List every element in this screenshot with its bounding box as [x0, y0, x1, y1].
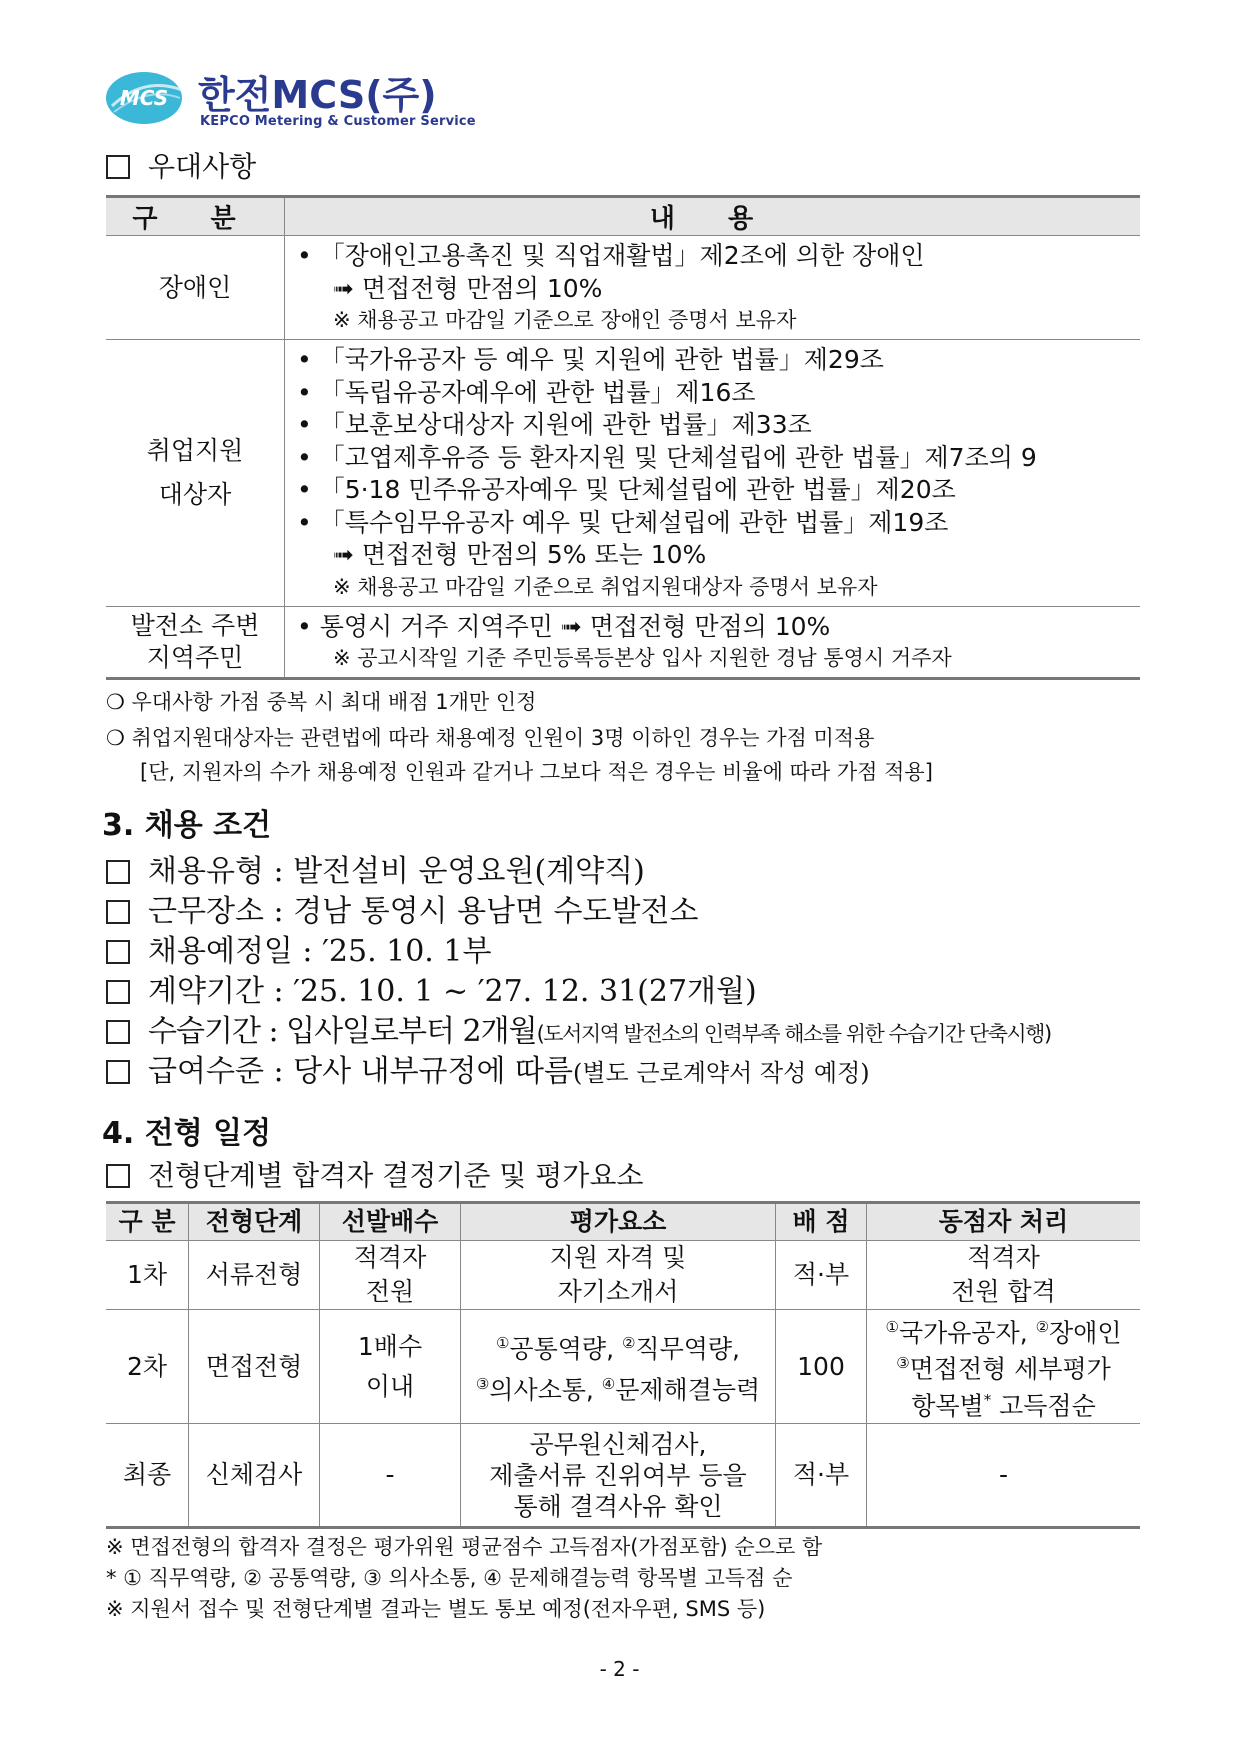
cell-division: 2차 [106, 1310, 189, 1424]
cell-score: 적·부 [776, 1424, 867, 1528]
selection-note: ※ 면접전형의 합격자 결정은 평가위원 평균점수 고득점자(가점포함) 순으로 함 [106, 1535, 823, 1559]
checkbox-square-icon [106, 155, 130, 179]
header-category: 구 분 [106, 197, 285, 236]
cell-line: 이내 [365, 1371, 415, 1401]
preference-heading [106, 145, 256, 185]
circled-number: ③ [896, 1354, 910, 1373]
benefit-line: ➟ 면접전형 만점의 5% 또는 10% [333, 540, 707, 569]
selection-note: * ① 직무역량, ② 공통역량, ③ 의사소통, ④ 문제해결능력 항목별 고득점 순 [106, 1566, 793, 1590]
factor-text: 문제해결능력 [615, 1374, 761, 1404]
cell-score: 적·부 [776, 1241, 867, 1310]
circled-number: ① [496, 1334, 510, 1353]
benefit-line: ➟ 면접전형 만점의 10% [333, 273, 603, 303]
cell-score: 100 [776, 1310, 867, 1424]
cell-line [867, 1385, 1140, 1421]
table-row [106, 236, 1140, 340]
table-row [106, 340, 1140, 607]
cell-line: 1배수 [357, 1331, 423, 1361]
law-line: • 「독립유공자예우에 관한 법률」제16조 [297, 377, 756, 407]
condition-subtext: (별도 근로계약서 작성 예정) [573, 1059, 870, 1087]
cell-stage: 면접전형 [189, 1310, 320, 1424]
cell-line: 전원 [365, 1277, 415, 1306]
table-row [106, 1424, 1140, 1528]
law-line: • 「장애인고용촉진 및 직업재활법」제2조에 의한 장애인 [297, 241, 925, 270]
cell-ratio [320, 1241, 461, 1310]
condition-text: 수습기간 : 입사일로부터 2개월 [148, 1014, 537, 1049]
header-score: 배 점 [776, 1203, 867, 1241]
circled-number: ① [885, 1318, 899, 1336]
category-line: 취업지원 [146, 435, 244, 465]
cell-line: 자기소개서 [557, 1277, 679, 1306]
tie-text: 고득점순 [991, 1390, 1096, 1420]
cell-line: 지원 자격 및 [549, 1243, 687, 1272]
checkbox-square-icon [106, 900, 130, 924]
factor-text: 직무역량, [635, 1334, 740, 1364]
condition-text: 계약기간 : ′25. 10. 1 ~ ′27. 12. 31(27개월) [148, 974, 757, 1009]
category-line: 발전소 주변 [130, 610, 260, 640]
requirement-note: ※ 채용공고 마감일 기준으로 장애인 증명서 보유자 [333, 308, 797, 332]
benefit-line: • 통영시 거주 지역주민 ➟ 면접전형 만점의 10% [297, 611, 831, 641]
cell-stage: 신체검사 [189, 1424, 320, 1528]
row-content [285, 236, 1141, 340]
table-row [106, 1310, 1140, 1424]
requirement-note: ※ 공고시작일 기준 주민등록등본상 입사 지원한 경남 통영시 거주자 [333, 646, 952, 670]
factor-text: 공통역량, [509, 1334, 622, 1364]
tie-text: 국가유공자, [898, 1318, 1036, 1348]
condition-item [106, 966, 757, 1010]
header-content: 내 용 [285, 197, 1141, 236]
condition-text: 채용유형 : 발전설비 운영요원(계약직) [148, 854, 645, 889]
preference-note: [단, 지원자의 수가 채용예정 인원과 같거나 그보다 적은 경우는 비율에 따라 가점 적용] [140, 760, 933, 784]
factor-text: 의사소통, [489, 1374, 602, 1404]
row-content [285, 340, 1141, 607]
checkbox-square-icon [106, 1060, 130, 1084]
cell-tie [867, 1241, 1141, 1310]
cell-line: 적격자 [353, 1243, 427, 1272]
checkbox-square-icon [106, 940, 130, 964]
requirement-note: ※ 채용공고 마감일 기준으로 취업지원대상자 증명서 보유자 [333, 574, 878, 599]
cell-line: 통해 결격사유 확인 [513, 1491, 723, 1521]
law-line: • 「보훈보상대상자 지원에 관한 법률」제33조 [297, 410, 812, 439]
preference-table [106, 195, 1140, 680]
condition-item [106, 886, 698, 930]
table-row [106, 1241, 1140, 1310]
law-line: • 「국가유공자 등 예우 및 지원에 관한 법률」제29조 [297, 345, 884, 374]
law-line: • 「고엽제후유증 등 환자지원 및 단체설립에 관한 법률」제7조의 9 [297, 442, 1037, 472]
cell-factors [461, 1424, 776, 1528]
condition-subtext: (도서지역 발전소의 인력부족 해소를 위한 수습기간 단축시행) [536, 1022, 1051, 1046]
circled-number: ② [621, 1334, 636, 1353]
condition-text: 근무장소 : 경남 통영시 용남면 수도발전소 [148, 894, 699, 929]
preference-note: ❍ 우대사항 가점 중복 시 최대 배점 1개만 인정 [106, 690, 537, 714]
cell-line [867, 1348, 1140, 1384]
header-division: 구 분 [106, 1203, 189, 1241]
selection-note: ※ 지원서 접수 및 전형단계별 결과는 별도 통보 예정(전자우편, SMS 등) [106, 1597, 766, 1621]
logo-subtitle: KEPCO Metering & Customer Service [200, 114, 476, 129]
circled-number: ④ [601, 1374, 616, 1393]
category-line: 대상자 [158, 479, 232, 509]
header-tie: 동점자 처리 [867, 1203, 1141, 1241]
cell-tie [867, 1310, 1141, 1424]
preference-heading-text: 우대사항 [148, 150, 257, 183]
section-3-title: 3. 채용 조건 [102, 808, 272, 843]
tie-text: 면접전형 세부평가 [909, 1354, 1111, 1384]
circled-number: ③ [475, 1374, 490, 1393]
table-header-row [106, 197, 1140, 236]
tie-text: 항목별 [911, 1390, 984, 1420]
cell-stage: 서류전형 [189, 1241, 320, 1310]
logo-title: 한전MCS(주) [198, 73, 437, 117]
circled-number: ② [1035, 1318, 1050, 1336]
asterisk-mark: * [983, 1390, 992, 1409]
cell-line: 적격자 [967, 1243, 1040, 1272]
condition-item [106, 1006, 1051, 1050]
page-number: - 2 - [599, 1657, 640, 1681]
table-row [106, 606, 1140, 679]
cell-division: 최종 [106, 1424, 189, 1528]
law-line: • 「5·18 민주유공자예우 및 단체설립에 관한 법률」제20조 [297, 475, 956, 504]
cell-division: 1차 [106, 1241, 189, 1310]
cell-line [461, 1367, 775, 1407]
cell-line [867, 1312, 1140, 1348]
cell-line: 제출서류 진위여부 등을 [489, 1460, 747, 1490]
checkbox-square-icon [106, 980, 130, 1004]
table-header-row [106, 1203, 1140, 1241]
header-factors: 평가요소 [461, 1203, 776, 1241]
row-category [106, 606, 285, 679]
cell-line: 전원 합격 [951, 1277, 1056, 1306]
cell-tie: - [867, 1424, 1141, 1528]
company-logo [104, 64, 476, 134]
cell-line: 공무원신체검사, [529, 1429, 707, 1459]
row-content [285, 606, 1141, 679]
row-category [106, 340, 285, 607]
condition-text: 급여수준 : 당사 내부규정에 따름 [148, 1054, 573, 1089]
checkbox-square-icon [106, 1164, 130, 1188]
cell-factors [461, 1310, 776, 1424]
cell-ratio [320, 1310, 461, 1424]
law-line: • 「특수임무유공자 예우 및 단체설립에 관한 법률」제19조 [297, 507, 949, 537]
condition-item [106, 1046, 870, 1090]
cell-ratio: - [320, 1424, 461, 1528]
condition-text: 채용예정일 : ′25. 10. 1부 [148, 934, 492, 969]
section-4-title: 4. 전형 일정 [102, 1116, 272, 1151]
preference-note: ❍ 취업지원대상자는 관련법에 따라 채용예정 인원이 3명 이하인 경우는 가점 미적용 [106, 726, 875, 750]
header-ratio: 선발배수 [320, 1203, 461, 1241]
selection-heading-text: 전형단계별 합격자 결정기준 및 평가요소 [148, 1159, 644, 1192]
checkbox-square-icon [106, 1020, 130, 1044]
mcs-logo-icon [104, 68, 188, 126]
condition-item [106, 846, 645, 890]
checkbox-square-icon [106, 860, 130, 884]
condition-item [106, 926, 491, 970]
logo-mark-text: MCS [119, 86, 169, 110]
tie-text: 장애인 [1049, 1318, 1122, 1348]
cell-factors [461, 1241, 776, 1310]
category-line: 지역주민 [146, 642, 244, 672]
selection-heading [106, 1154, 643, 1194]
row-category: 장애인 [106, 236, 285, 340]
header-stage: 전형단계 [189, 1203, 320, 1241]
cell-line [461, 1326, 775, 1366]
selection-table [106, 1201, 1140, 1529]
